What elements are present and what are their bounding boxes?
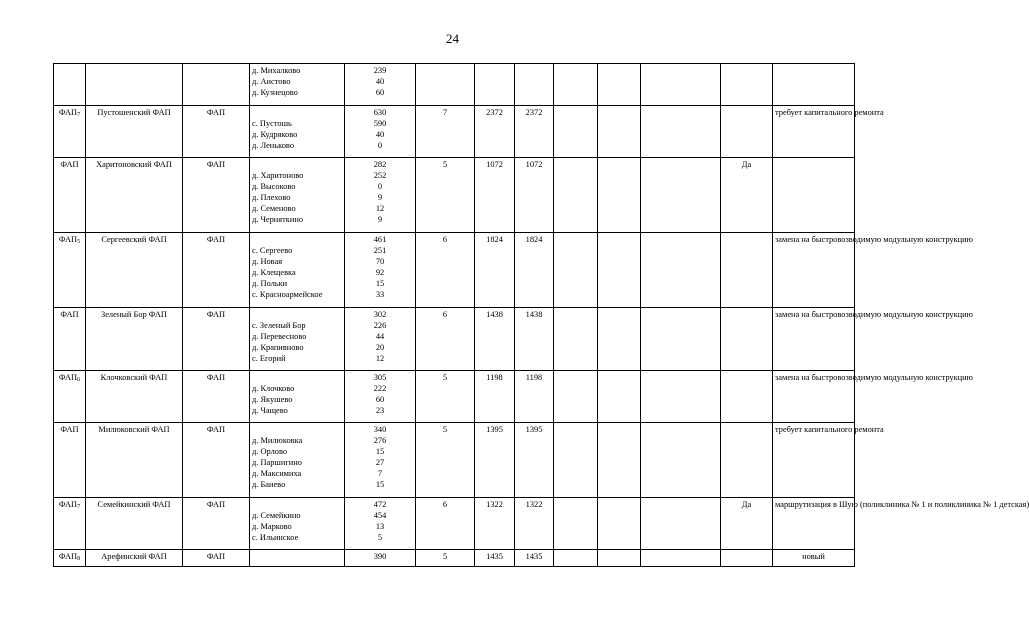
population-value: 23 [375, 406, 385, 416]
village-name: д. Харитоново [252, 171, 304, 181]
facility-type-index: 7 [77, 112, 81, 118]
village-name: д. Баиево [252, 480, 286, 490]
population-value: 15 [375, 480, 385, 490]
flag-value [721, 233, 773, 308]
facility-type: ФАП [58, 373, 78, 382]
population-value: 226 [373, 321, 387, 331]
count-value: 5 [416, 158, 475, 233]
villages-cell [250, 233, 345, 308]
village-name: д. Высоково [252, 182, 296, 192]
facility-type: ФАП [60, 425, 79, 434]
facility-type-cell [54, 371, 86, 423]
population-value: 461 [373, 235, 387, 244]
population-value: 60 [375, 88, 385, 98]
empty-cell [641, 308, 721, 371]
count-value: 5 [416, 371, 475, 423]
page-number: 24 [446, 31, 459, 46]
population-value: 222 [373, 384, 387, 394]
population-value: 27 [375, 458, 385, 468]
empty-cell [641, 550, 721, 567]
village-name: д. Семейкино [252, 511, 301, 521]
empty-cell [641, 371, 721, 423]
population-value: 282 [373, 160, 387, 169]
village-name: д. Михалково [252, 66, 301, 75]
table-row [54, 106, 855, 158]
population-value: 251 [373, 246, 387, 256]
population-value: 13 [375, 522, 385, 532]
facility-type-index: 8 [77, 556, 81, 562]
empty-cell [598, 158, 641, 233]
population-value: 15 [375, 279, 385, 289]
population-value: 70 [375, 257, 385, 267]
villages-cell [250, 158, 345, 233]
table-row [54, 64, 855, 106]
facility-type: ФАП [58, 500, 78, 509]
village-name: д. Семеново [252, 204, 296, 214]
adult-value: 1435 [515, 550, 554, 567]
adult-value [515, 64, 554, 106]
facility-type-cell [54, 308, 86, 371]
village-name: с. Сергеево [252, 246, 293, 256]
note-text: замена на быстровозводимую модульную конструкцию [773, 233, 855, 308]
facility-kind: ФАП [183, 106, 250, 158]
population-cell [345, 550, 416, 567]
village-name: д. Марково [252, 522, 292, 532]
facility-type: ФАП [58, 552, 78, 561]
village-name: с. Зеленый Бор [252, 321, 306, 331]
empty-cell [598, 371, 641, 423]
facility-kind: ФАП [183, 371, 250, 423]
village-name: д. Якушево [252, 395, 293, 405]
facility-kind: ФАП [183, 550, 250, 567]
facility-name: Пустошенский ФАП [86, 106, 183, 158]
population-value: 630 [373, 108, 387, 117]
count-value: 5 [416, 423, 475, 498]
total-value: 1395 [475, 423, 515, 498]
villages-cell [250, 498, 345, 550]
facility-kind: ФАП [183, 498, 250, 550]
total-value: 1438 [475, 308, 515, 371]
note-text: требует капитального ремонта [773, 423, 855, 498]
facility-name: Милюковский ФАП [86, 423, 183, 498]
facility-name: Клочковский ФАП [86, 371, 183, 423]
village-name: д. Польки [252, 279, 288, 289]
village-name: д. Аистово [252, 77, 291, 87]
population-value: 305 [373, 373, 387, 382]
population-value: 472 [373, 500, 387, 509]
note-text [773, 64, 855, 106]
facility-type-cell [54, 64, 86, 106]
empty-cell [598, 423, 641, 498]
population-cell [345, 106, 416, 158]
facility-kind: ФАП [183, 308, 250, 371]
village-name: с. Красноармейское [252, 290, 323, 300]
total-value: 1322 [475, 498, 515, 550]
village-name: д. Паршигино [252, 458, 302, 468]
facility-type-cell [54, 550, 86, 567]
empty-cell [554, 550, 598, 567]
empty-cell [598, 308, 641, 371]
village-name [252, 159, 342, 170]
population-value: 12 [375, 354, 385, 364]
population-value: 92 [375, 268, 385, 278]
population-cell [345, 158, 416, 233]
population-value: 33 [375, 290, 385, 300]
village-name: д. Леньково [252, 141, 295, 151]
flag-value: Да [721, 158, 773, 233]
facility-type-cell [54, 498, 86, 550]
note-text: замена на быстровозводимую модульную конструкцию [773, 371, 855, 423]
flag-value [721, 64, 773, 106]
flag-value [721, 308, 773, 371]
table-row [54, 371, 855, 423]
flag-value [721, 550, 773, 567]
population-value: 9 [377, 193, 383, 203]
table-row [54, 308, 855, 371]
village-name [252, 372, 342, 383]
count-value: 6 [416, 498, 475, 550]
facility-type-cell [54, 233, 86, 308]
facility-name: Семейкинский ФАП [86, 498, 183, 550]
village-name: с. Егорий [252, 354, 286, 364]
village-name [252, 107, 342, 118]
population-value: 44 [375, 332, 385, 342]
table-row [54, 423, 855, 498]
population-value: 5 [377, 533, 383, 543]
note-text: новый [773, 550, 855, 567]
population-value: 60 [375, 395, 385, 405]
population-value: 239 [373, 66, 387, 75]
population-cell [345, 423, 416, 498]
population-value: 20 [375, 343, 385, 353]
empty-cell [554, 64, 598, 106]
population-cell [345, 371, 416, 423]
facility-type: ФАП [60, 160, 79, 169]
facility-kind: ФАП [183, 233, 250, 308]
village-name [252, 551, 342, 562]
village-name [252, 234, 342, 245]
empty-cell [598, 498, 641, 550]
population-cell [345, 233, 416, 308]
population-value: 40 [375, 77, 385, 87]
village-name: д. Перевесново [252, 332, 307, 342]
facility-name: Сергеевский ФАП [86, 233, 183, 308]
total-value: 2372 [475, 106, 515, 158]
total-value: 1435 [475, 550, 515, 567]
population-cell [345, 64, 416, 106]
facility-name: Харитоновский ФАП [86, 158, 183, 233]
village-name [252, 424, 342, 435]
note-text [773, 158, 855, 233]
empty-cell [641, 423, 721, 498]
note-text: замена на быстровозводимую модульную конструкцию [773, 308, 855, 371]
empty-cell [554, 371, 598, 423]
empty-cell [641, 233, 721, 308]
adult-value: 2372 [515, 106, 554, 158]
table-row [54, 233, 855, 308]
empty-cell [554, 106, 598, 158]
facility-type: ФАП [60, 310, 79, 319]
facility-kind: ФАП [183, 423, 250, 498]
count-value: 6 [416, 308, 475, 371]
facility-type-index: 7 [77, 504, 81, 510]
population-value: 302 [373, 310, 387, 319]
village-name: д. Милюковка [252, 436, 303, 446]
total-value: 1072 [475, 158, 515, 233]
flag-value [721, 423, 773, 498]
village-name: с. Пустошь [252, 119, 292, 129]
population-value: 9 [377, 215, 383, 225]
empty-cell [641, 106, 721, 158]
count-value [416, 64, 475, 106]
table-row [54, 550, 855, 567]
facility-kind [183, 64, 250, 106]
adult-value: 1322 [515, 498, 554, 550]
village-name: д. Кузнецово [252, 88, 298, 98]
empty-cell [641, 158, 721, 233]
flag-value [721, 106, 773, 158]
empty-cell [598, 64, 641, 106]
facility-type-cell [54, 158, 86, 233]
flag-value [721, 371, 773, 423]
village-name: д. Клещевка [252, 268, 296, 278]
population-value: 276 [373, 436, 387, 446]
villages-cell [250, 308, 345, 371]
adult-value: 1072 [515, 158, 554, 233]
population-value: 0 [377, 182, 383, 192]
table-row [54, 498, 855, 550]
facility-type-index: 5 [77, 239, 81, 245]
village-name: д. Плехово [252, 193, 291, 203]
count-value: 5 [416, 550, 475, 567]
adult-value: 1824 [515, 233, 554, 308]
note-text: требует капитального ремонта [773, 106, 855, 158]
adult-value: 1198 [515, 371, 554, 423]
population-value: 340 [373, 425, 387, 434]
empty-cell [641, 64, 721, 106]
facility-name: Зеленый Бор ФАП [86, 308, 183, 371]
village-name: с. Ильинское [252, 533, 299, 543]
total-value: 1824 [475, 233, 515, 308]
total-value: 1198 [475, 371, 515, 423]
facility-name [86, 64, 183, 106]
empty-cell [554, 423, 598, 498]
count-value: 6 [416, 233, 475, 308]
empty-cell [598, 233, 641, 308]
empty-cell [554, 158, 598, 233]
population-value: 390 [373, 552, 387, 561]
count-value: 7 [416, 106, 475, 158]
population-value: 40 [375, 130, 385, 140]
village-name [252, 309, 342, 320]
village-name: д. Крапивново [252, 343, 304, 353]
population-cell [345, 498, 416, 550]
empty-cell [554, 233, 598, 308]
population-value: 454 [373, 511, 387, 521]
village-name: д. Орлово [252, 447, 288, 457]
empty-cell [598, 550, 641, 567]
empty-cell [598, 106, 641, 158]
population-value: 0 [377, 141, 383, 151]
village-name: д. Новая [252, 257, 283, 267]
empty-cell [554, 498, 598, 550]
village-name: д. Черняткино [252, 215, 304, 225]
facility-type: ФАП [58, 235, 78, 244]
total-value [475, 64, 515, 106]
villages-cell [250, 423, 345, 498]
facilities-table [53, 63, 1029, 567]
village-name: д. Максимиха [252, 469, 302, 479]
villages-cell [250, 64, 345, 106]
village-name: д. Клочково [252, 384, 295, 394]
population-value: 252 [373, 171, 387, 181]
note-text: маршрутизация в Шую (поликлиника № 1 и поликлиника № 1 детская) [773, 498, 855, 550]
village-name: д. Чащево [252, 406, 288, 416]
population-value: 12 [375, 204, 385, 214]
villages-cell [250, 550, 345, 567]
population-cell [345, 308, 416, 371]
population-value: 15 [375, 447, 385, 457]
empty-cell [554, 308, 598, 371]
facility-type-index: 6 [77, 377, 81, 383]
flag-value: Да [721, 498, 773, 550]
adult-value: 1438 [515, 308, 554, 371]
village-name: д. Кудряково [252, 130, 298, 140]
village-name [252, 499, 342, 510]
villages-cell [250, 371, 345, 423]
facility-kind: ФАП [183, 158, 250, 233]
population-value: 590 [373, 119, 387, 129]
table-row [54, 158, 855, 233]
adult-value: 1395 [515, 423, 554, 498]
empty-cell [641, 498, 721, 550]
facility-type: ФАП [58, 108, 78, 117]
facility-name: Арефинский ФАП [86, 550, 183, 567]
villages-cell [250, 106, 345, 158]
population-value: 7 [377, 469, 383, 479]
facility-type-cell [54, 106, 86, 158]
facility-type-cell [54, 423, 86, 498]
